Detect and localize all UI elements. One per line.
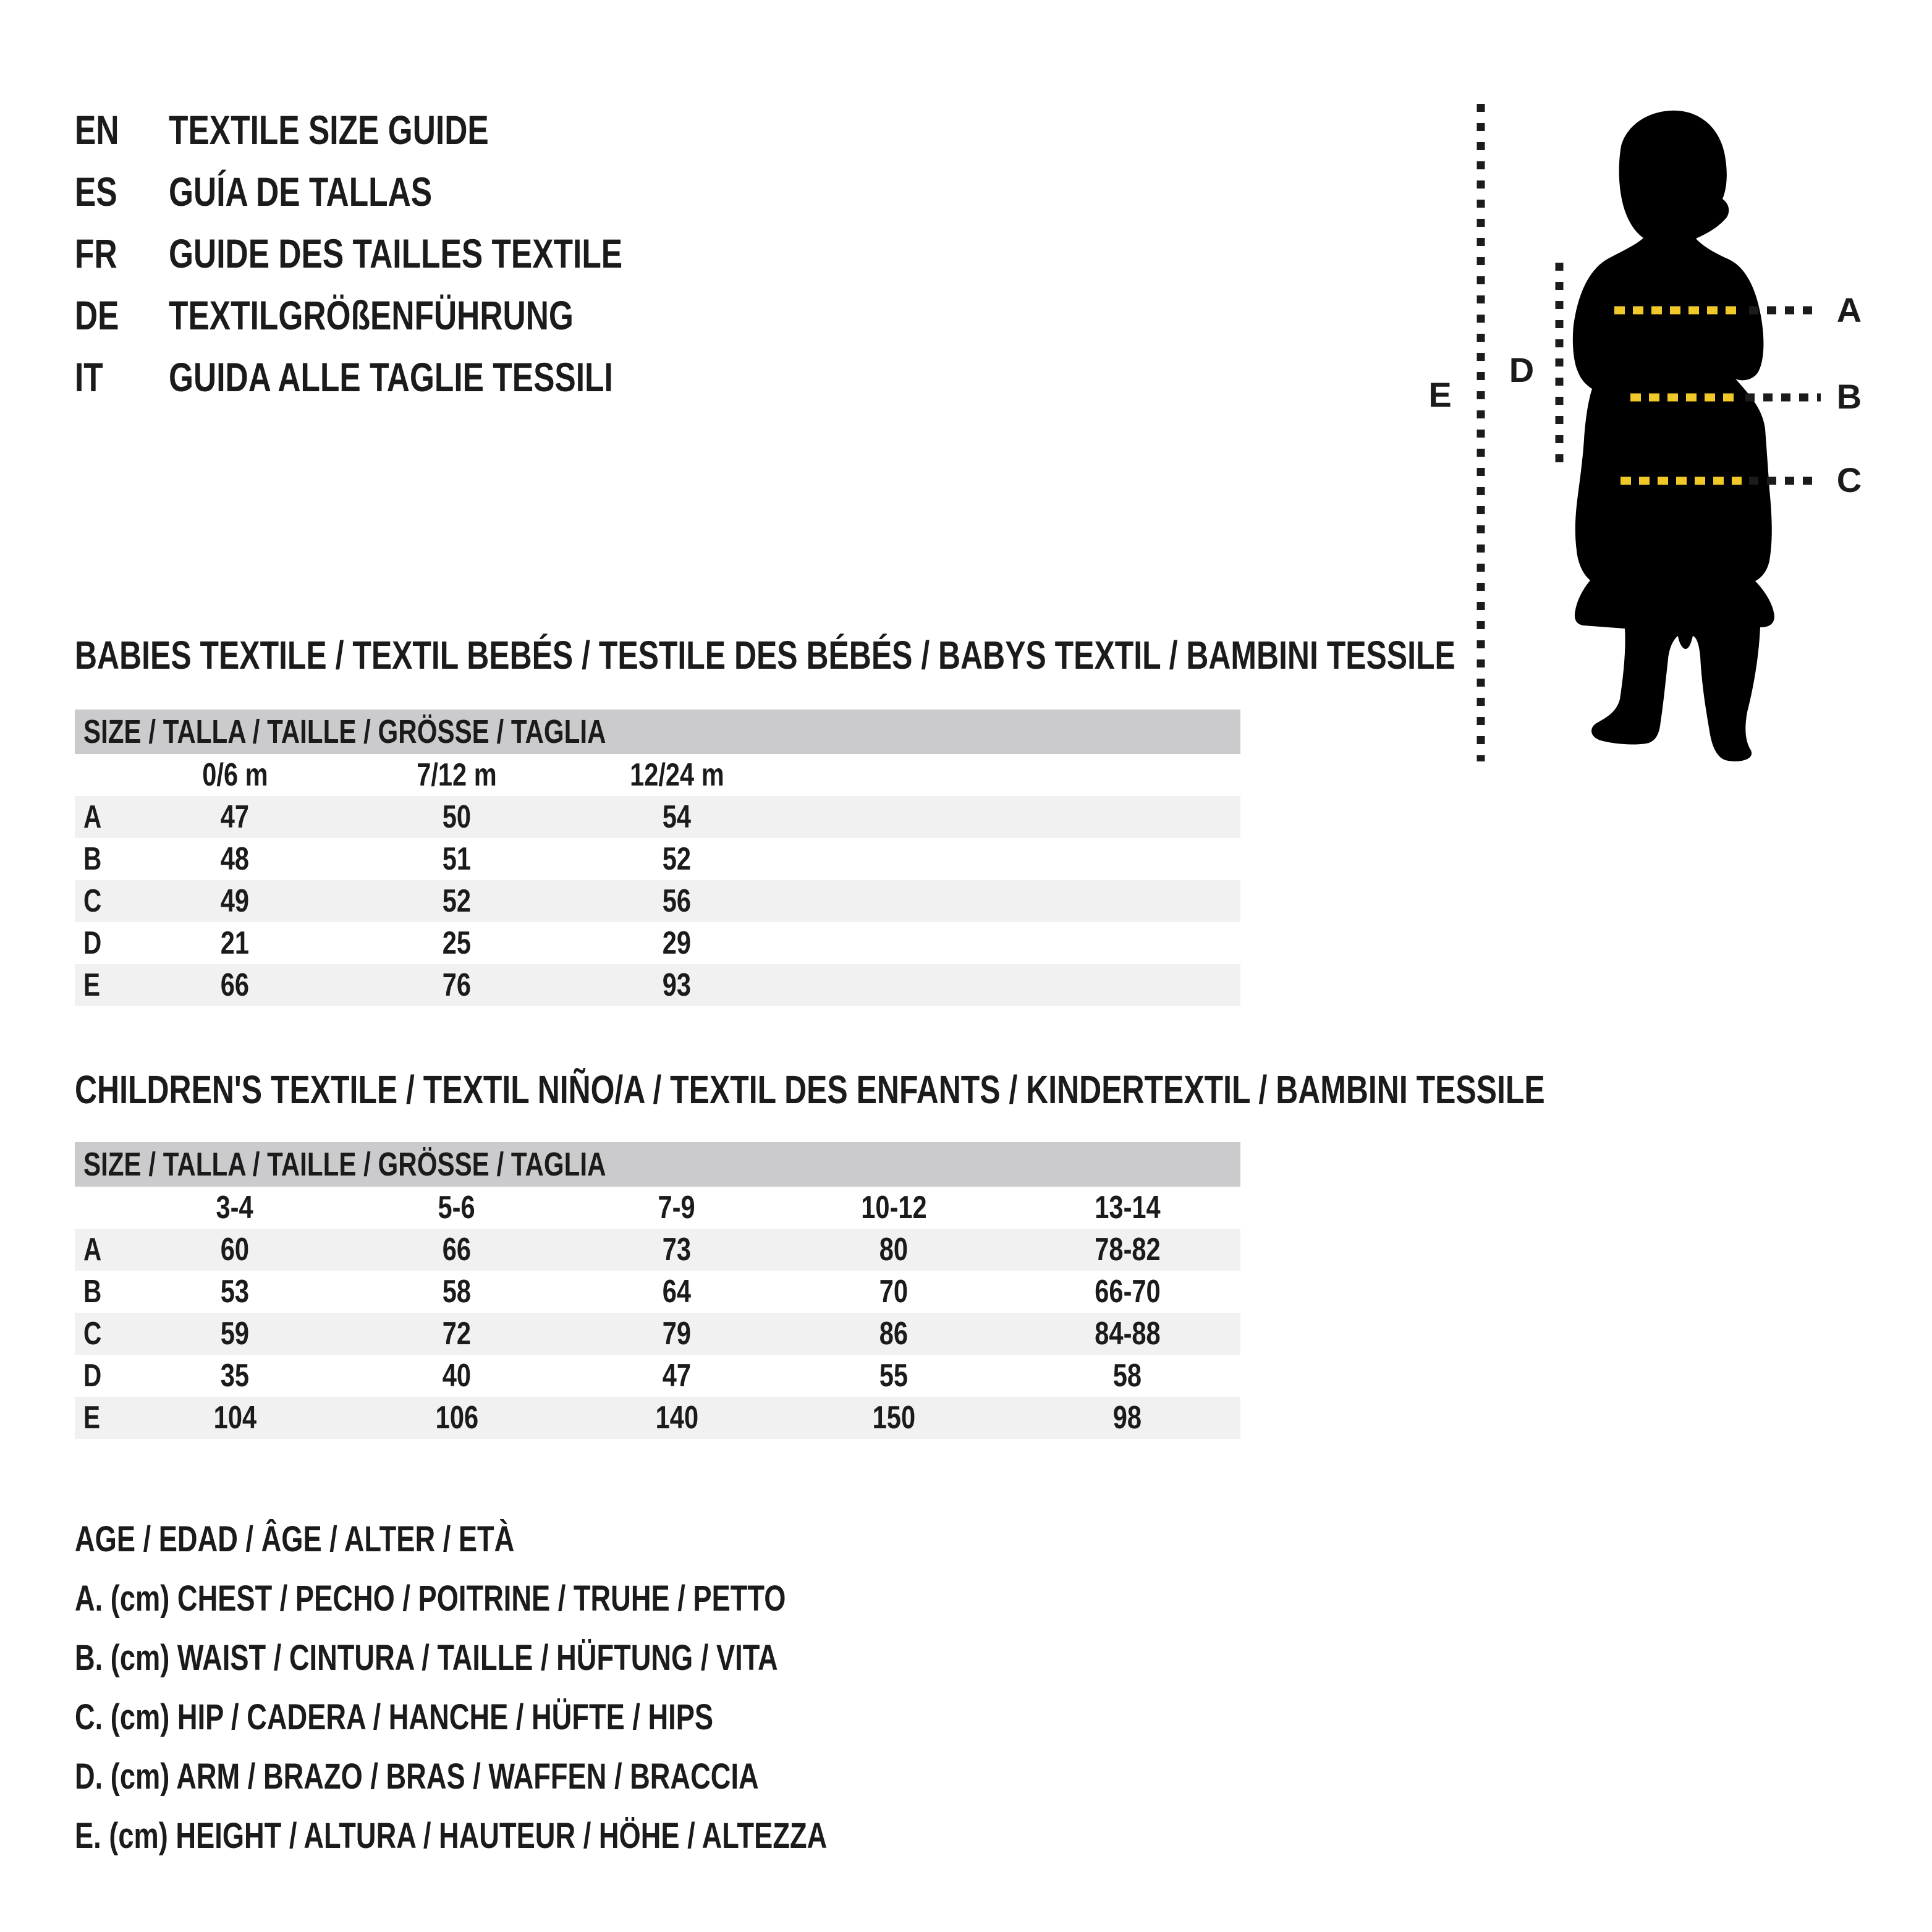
table-cell: 93 [662,967,692,1003]
table-cell: 50 [442,799,472,835]
babies-column-header-row [75,754,1240,796]
legend-arm: D. (cm) ARM / BRAZO / BRAS / WAFFEN / BRACCIA [75,1756,759,1797]
table-cell: 48 [220,841,250,877]
language-row-fr [0,222,1236,284]
row-label: E [83,1400,101,1436]
legend-height: E. (cm) HEIGHT / ALTURA / HAUTEUR / HÖHE / ALTEZZA [75,1816,828,1856]
babies-size-table [75,710,1240,1006]
column-header: 7-9 [658,1190,696,1226]
table-cell: 79 [662,1316,692,1352]
table-cell: 60 [220,1232,250,1268]
table-cell: 56 [662,883,692,919]
table-row-c [75,880,1240,922]
column-header: 10-12 [860,1190,927,1226]
table-cell: 64 [662,1274,692,1310]
children-size-header-bar [75,1142,1240,1187]
language-row-en [0,99,1236,161]
row-label: C [83,1316,102,1352]
legend-chest: A. (cm) CHEST / PECHO / POITRINE / TRUHE / PETTO [75,1578,786,1619]
legend-hip: C. (cm) HIP / CADERA / HANCHE / HÜFTE / HIPS [75,1697,714,1737]
row-label: C [83,883,102,919]
language-code: DE [75,292,119,338]
row-label: D [83,925,102,961]
column-header: 13-14 [1094,1190,1161,1226]
table-cell: 58 [1112,1358,1142,1394]
table-cell: 54 [662,799,692,835]
chest-label: A [1836,290,1862,329]
table-cell: 66 [442,1232,472,1268]
table-cell: 84-88 [1094,1316,1161,1352]
size-header-text: SIZE / TALLA / TAILLE / GRÖSSE / TAGLIA [83,713,606,750]
table-row-d [75,1355,1240,1397]
language-code: ES [75,169,117,214]
language-title: GUIDA ALLE TAGLIE TESSILI [169,354,613,400]
language-code: FR [75,231,117,276]
table-cell: 51 [442,841,472,877]
table-cell: 58 [442,1274,472,1310]
row-label: D [83,1358,102,1394]
table-cell: 66 [220,967,250,1003]
table-cell: 47 [220,799,250,835]
column-header: 5-6 [438,1190,476,1226]
column-header: 0/6 m [201,757,268,793]
table-cell: 98 [1112,1400,1142,1436]
language-title: GUÍA DE TALLAS [169,169,433,214]
legend-age: AGE / EDAD / ÂGE / ALTER / ETÀ [75,1519,515,1559]
babies-heading-text: BABIES TEXTILE / TEXTIL BEBÉS / TESTILE DES BÉBÉS / BABYS TEXTIL / BAMBINI TESSILE [75,633,1455,677]
language-title: TEXTILGRÖßENFÜHRUNG [169,292,574,338]
children-heading-text: CHILDREN'S TEXTILE / TEXTIL NIÑO/A / TEXTIL DES ENFANTS / KINDERTEXTIL / BAMBINI TESSILE [75,1067,1545,1112]
table-cell: 52 [442,883,472,919]
babies-size-header-bar [75,710,1240,754]
table-row-d [75,922,1240,964]
table-cell: 47 [662,1358,692,1394]
babies-section-heading [75,635,1845,675]
language-row-es [0,161,1236,222]
table-cell: 106 [435,1400,478,1436]
children-section-heading [75,1067,1932,1112]
column-header: 7/12 m [417,757,497,793]
table-cell: 55 [879,1358,909,1394]
column-header: 3-4 [216,1190,254,1226]
table-row-c [75,1313,1240,1355]
table-row-e [75,964,1240,1006]
language-row-it [0,346,1236,408]
table-cell: 86 [879,1316,909,1352]
table-cell: 59 [220,1316,250,1352]
table-row-b [75,838,1240,880]
row-label: E [83,967,101,1003]
waist-label: B [1836,377,1862,416]
table-cell: 73 [662,1232,692,1268]
table-row-a [75,796,1240,838]
height-label: E [1428,375,1452,414]
language-row-de [0,284,1236,346]
table-cell: 80 [879,1232,909,1268]
arm-label: D [1509,350,1535,389]
table-cell: 66-70 [1094,1274,1161,1310]
table-cell: 35 [220,1358,250,1394]
table-cell: 29 [662,925,692,961]
table-cell: 104 [213,1400,256,1436]
hip-label: C [1836,460,1862,499]
row-label: A [83,799,102,835]
table-cell: 21 [220,925,250,961]
table-row-b [75,1271,1240,1313]
column-header: 12/24 m [629,757,724,793]
children-size-table [75,1142,1240,1439]
table-cell: 150 [872,1400,915,1436]
table-cell: 49 [220,883,250,919]
legend-waist: B. (cm) WAIST / CINTURA / TAILLE / HÜFTUNG / VITA [75,1638,778,1678]
language-code: EN [75,107,119,153]
language-title: GUIDE DES TAILLES TEXTILE [169,231,623,276]
table-cell: 78-82 [1094,1232,1161,1268]
size-header-text: SIZE / TALLA / TAILLE / GRÖSSE / TAGLIA [83,1146,606,1183]
table-cell: 70 [879,1274,909,1310]
row-label: A [83,1232,102,1268]
language-code: IT [75,354,103,400]
table-cell: 53 [220,1274,250,1310]
table-row-e [75,1397,1240,1439]
table-cell: 40 [442,1358,472,1394]
row-label: B [83,841,102,877]
language-title: TEXTILE SIZE GUIDE [169,107,489,153]
children-column-header-row [75,1187,1240,1229]
table-cell: 72 [442,1316,472,1352]
table-cell: 76 [442,967,472,1003]
table-row-a [75,1229,1240,1271]
table-cell: 52 [662,841,692,877]
row-label: B [83,1274,102,1310]
table-cell: 140 [655,1400,698,1436]
table-cell: 25 [442,925,472,961]
